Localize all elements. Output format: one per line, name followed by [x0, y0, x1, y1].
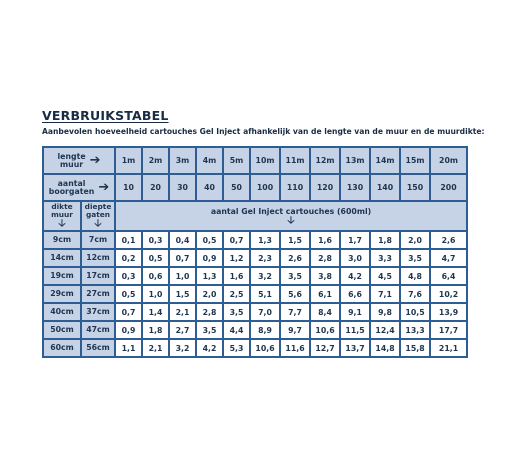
value-cell: 7,0: [250, 303, 280, 321]
depth-cell: 37cm: [81, 303, 115, 321]
value-cell: 9,1: [340, 303, 370, 321]
value-cell: 2,1: [142, 339, 169, 357]
table-row: [43, 285, 467, 303]
value-cell: 13,9: [430, 303, 467, 321]
value-cell: 10,5: [400, 303, 430, 321]
length-cell: 2m: [142, 147, 169, 174]
arrow-down-icon: 🡣: [287, 214, 295, 226]
holes-cell: 140: [370, 174, 400, 201]
arrow-right-icon: ➔: [89, 152, 101, 168]
value-cell: 1,8: [370, 231, 400, 249]
thickness-cell: 29cm: [43, 285, 81, 303]
holes-cell: 30: [169, 174, 196, 201]
value-cell: 5,3: [223, 339, 250, 357]
value-cell: 4,2: [196, 339, 223, 357]
cartridges-header-cell: [115, 201, 467, 231]
value-cell: 0,1: [115, 231, 142, 249]
arrow-right-icon: ➔: [98, 179, 110, 195]
value-cell: 0,2: [115, 249, 142, 267]
value-cell: 1,3: [250, 231, 280, 249]
value-cell: 17,7: [430, 321, 467, 339]
holes-cell: 120: [310, 174, 340, 201]
value-cell: 2,0: [196, 285, 223, 303]
value-cell: 3,5: [400, 249, 430, 267]
value-cell: 9,7: [280, 321, 310, 339]
value-cell: 2,1: [169, 303, 196, 321]
length-cell: 5m: [223, 147, 250, 174]
table-row: [43, 339, 467, 357]
cartridges-label: aantal Gel Inject cartouches (600ml): [210, 206, 372, 216]
length-cell: 4m: [196, 147, 223, 174]
thickness-cell: 60cm: [43, 339, 81, 357]
value-cell: 7,1: [370, 285, 400, 303]
value-cell: 1,5: [169, 285, 196, 303]
value-cell: 4,8: [400, 267, 430, 285]
value-cell: 0,9: [196, 249, 223, 267]
value-cell: 3,8: [310, 267, 340, 285]
thickness-cell: 50cm: [43, 321, 81, 339]
value-cell: 12,7: [310, 339, 340, 357]
holes-cell: 200: [430, 174, 467, 201]
length-row: [43, 147, 467, 174]
value-cell: 0,4: [169, 231, 196, 249]
value-cell: 0,5: [196, 231, 223, 249]
value-cell: 6,4: [430, 267, 467, 285]
value-cell: 2,3: [250, 249, 280, 267]
length-label-line2: muur: [60, 159, 84, 169]
value-cell: 3,0: [340, 249, 370, 267]
holes-cell: 150: [400, 174, 430, 201]
thickness-cell: 14cm: [43, 249, 81, 267]
value-cell: 13,3: [400, 321, 430, 339]
holes-label-line1: aantal: [57, 178, 86, 188]
thickness-label-line2: muur: [51, 210, 73, 219]
consumption-table: [42, 146, 468, 358]
value-cell: 0,6: [142, 267, 169, 285]
value-cell: 6,6: [340, 285, 370, 303]
holes-label-cell: [43, 174, 115, 201]
value-cell: 1,8: [142, 321, 169, 339]
value-cell: 1,2: [223, 249, 250, 267]
holes-cell: 130: [340, 174, 370, 201]
length-cell: 10m: [250, 147, 280, 174]
value-cell: 1,0: [142, 285, 169, 303]
column-header-row: [43, 201, 467, 231]
depth-cell: 47cm: [81, 321, 115, 339]
value-cell: 2,5: [223, 285, 250, 303]
value-cell: 15,8: [400, 339, 430, 357]
length-cell: 12m: [310, 147, 340, 174]
value-cell: 1,1: [115, 339, 142, 357]
holes-cell: 10: [115, 174, 142, 201]
value-cell: 10,2: [430, 285, 467, 303]
thickness-label-line1: dikte: [51, 202, 73, 212]
depth-label-line2: gaten: [85, 210, 111, 219]
holes-row: [43, 174, 467, 201]
length-cell: 20m: [430, 147, 467, 174]
length-cell: 13m: [340, 147, 370, 174]
length-label-cell: [43, 147, 115, 174]
depth-cell: 17cm: [81, 267, 115, 285]
value-cell: 0,5: [142, 249, 169, 267]
value-cell: 1,3: [196, 267, 223, 285]
table-title: VERBRUIKSTABEL: [42, 108, 169, 123]
value-cell: 0,7: [115, 303, 142, 321]
arrow-down-icon: 🡣: [58, 217, 66, 229]
table-row: [43, 303, 467, 321]
value-cell: 11,5: [340, 321, 370, 339]
value-cell: 3,2: [169, 339, 196, 357]
holes-label-line2: boorgaten: [48, 186, 95, 196]
value-cell: 21,1: [430, 339, 467, 357]
value-cell: 8,9: [250, 321, 280, 339]
length-cell: 3m: [169, 147, 196, 174]
value-cell: 1,6: [223, 267, 250, 285]
value-cell: 1,7: [340, 231, 370, 249]
depth-cell: 27cm: [81, 285, 115, 303]
length-cell: 1m: [115, 147, 142, 174]
value-cell: 13,7: [340, 339, 370, 357]
value-cell: 12,4: [370, 321, 400, 339]
value-cell: 3,3: [370, 249, 400, 267]
value-cell: 3,5: [196, 321, 223, 339]
value-cell: 4,7: [430, 249, 467, 267]
depth-cell: 7cm: [81, 231, 115, 249]
value-cell: 4,4: [223, 321, 250, 339]
table-row: [43, 249, 467, 267]
value-cell: 1,4: [142, 303, 169, 321]
value-cell: 1,0: [169, 267, 196, 285]
value-cell: 3,2: [250, 267, 280, 285]
value-cell: 2,8: [196, 303, 223, 321]
value-cell: 9,8: [370, 303, 400, 321]
value-cell: 3,5: [223, 303, 250, 321]
thickness-cell: 19cm: [43, 267, 81, 285]
value-cell: 7,7: [280, 303, 310, 321]
holes-cell: 20: [142, 174, 169, 201]
table-row: [43, 267, 467, 285]
value-cell: 5,6: [280, 285, 310, 303]
value-cell: 2,0: [400, 231, 430, 249]
length-cell: 11m: [280, 147, 310, 174]
depth-label-line1: diepte: [84, 202, 112, 212]
holes-cell: 110: [280, 174, 310, 201]
value-cell: 0,7: [223, 231, 250, 249]
depth-cell: 56cm: [81, 339, 115, 357]
value-cell: 10,6: [310, 321, 340, 339]
value-cell: 14,8: [370, 339, 400, 357]
value-cell: 5,1: [250, 285, 280, 303]
value-cell: 0,3: [115, 267, 142, 285]
value-cell: 8,4: [310, 303, 340, 321]
value-cell: 2,6: [280, 249, 310, 267]
thickness-header-cell: [43, 201, 81, 231]
value-cell: 4,5: [370, 267, 400, 285]
value-cell: 1,6: [310, 231, 340, 249]
length-label-line1: lengte: [57, 151, 86, 161]
holes-cell: 50: [223, 174, 250, 201]
value-cell: 6,1: [310, 285, 340, 303]
depth-header-cell: [81, 201, 115, 231]
thickness-cell: 40cm: [43, 303, 81, 321]
value-cell: 2,8: [310, 249, 340, 267]
value-cell: 3,5: [280, 267, 310, 285]
value-cell: 0,9: [115, 321, 142, 339]
arrow-down-icon: 🡣: [94, 217, 102, 229]
length-cell: 15m: [400, 147, 430, 174]
value-cell: 2,7: [169, 321, 196, 339]
table-row: [43, 321, 467, 339]
holes-cell: 40: [196, 174, 223, 201]
table-row: [43, 231, 467, 249]
value-cell: 7,6: [400, 285, 430, 303]
value-cell: 11,6: [280, 339, 310, 357]
value-cell: 10,6: [250, 339, 280, 357]
table-subtitle: Aanbevolen hoeveelheid cartouches Gel Inject afhankelijk van de lengte van de muur en de muurdikte:: [42, 127, 485, 136]
holes-cell: 100: [250, 174, 280, 201]
thickness-cell: 9cm: [43, 231, 81, 249]
value-cell: 4,2: [340, 267, 370, 285]
value-cell: 1,5: [280, 231, 310, 249]
value-cell: 0,5: [115, 285, 142, 303]
length-cell: 14m: [370, 147, 400, 174]
depth-cell: 12cm: [81, 249, 115, 267]
value-cell: 0,3: [142, 231, 169, 249]
value-cell: 0,7: [169, 249, 196, 267]
value-cell: 2,6: [430, 231, 467, 249]
